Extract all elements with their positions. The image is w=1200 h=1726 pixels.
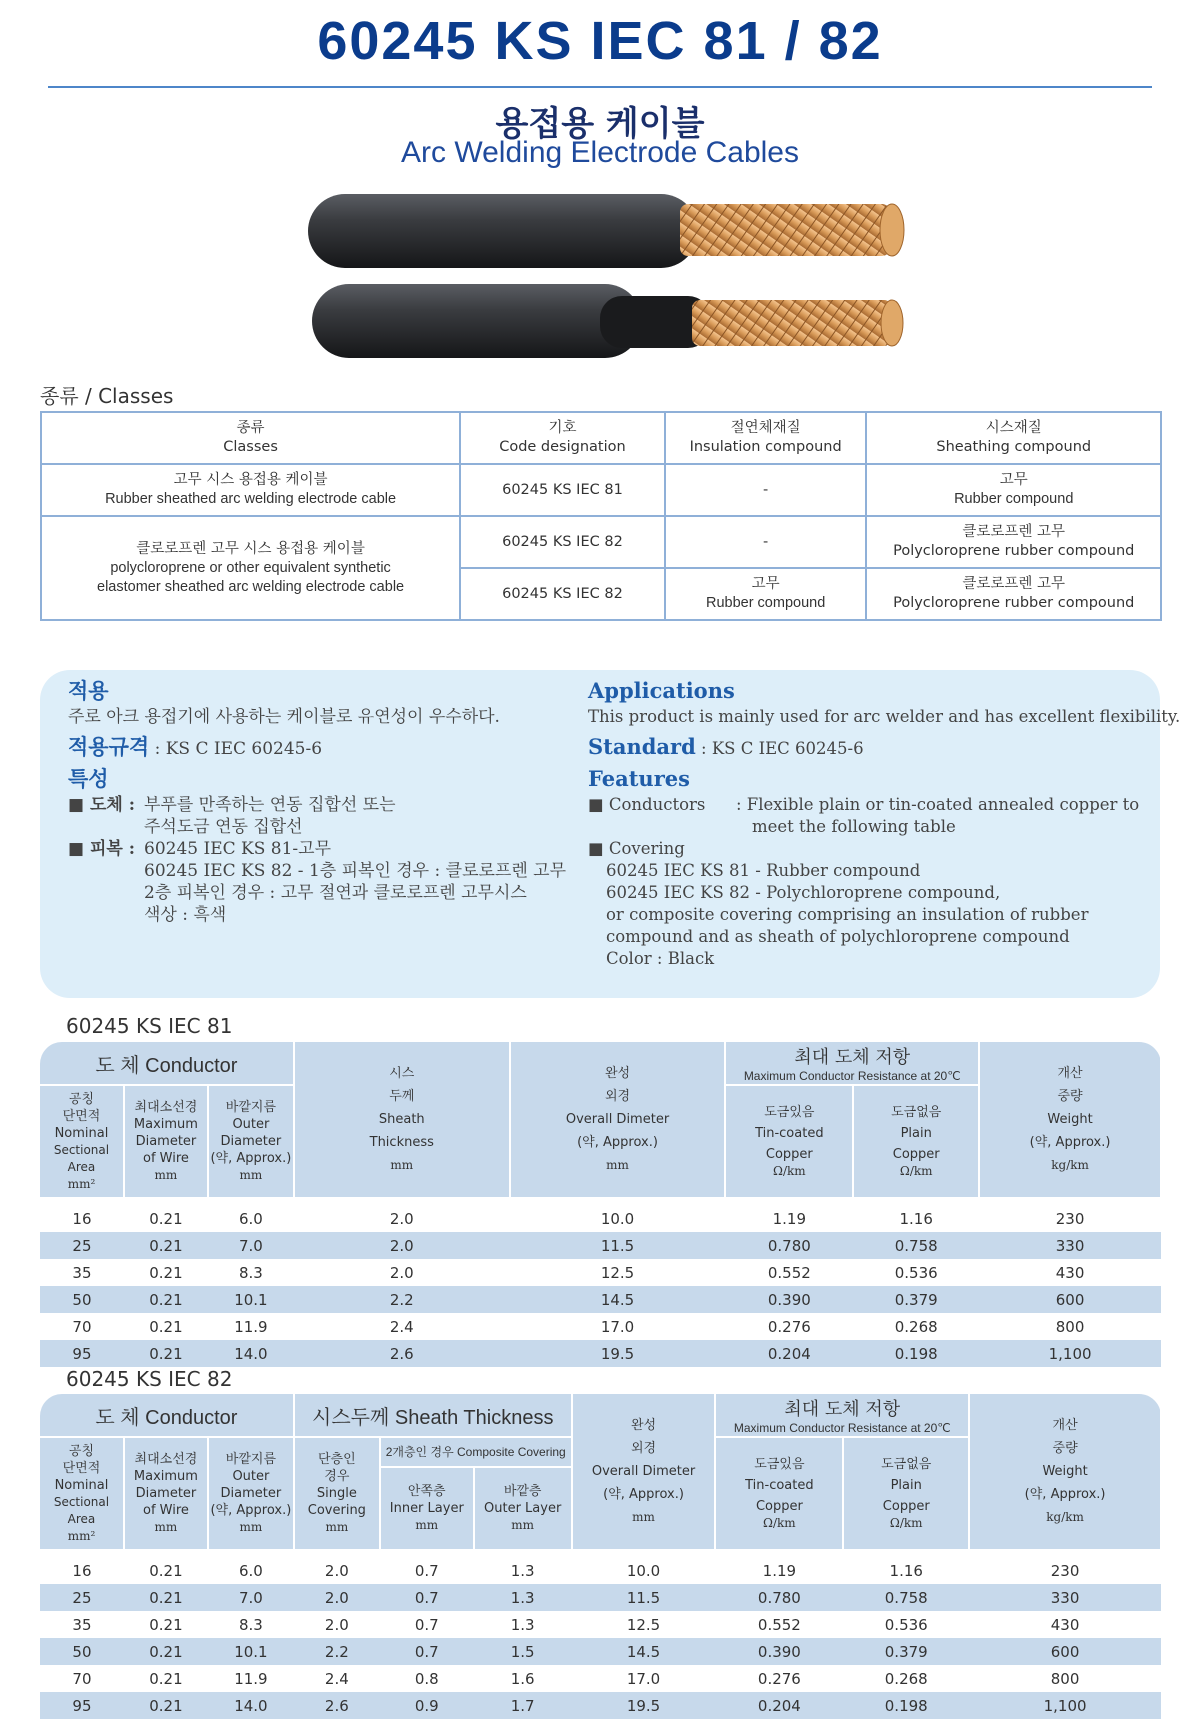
- sheath-cell: 클로로프렌 고무 Polycloroprene rubber compound: [866, 568, 1161, 620]
- table-cell: 2.0: [324, 1561, 349, 1580]
- table-cell: 800: [1050, 1669, 1080, 1688]
- table-cell: 0.758: [843, 1584, 969, 1611]
- applications-english: [588, 678, 1181, 970]
- table-cell: 2.0: [389, 1263, 414, 1282]
- outer-diameter-header: 바깥지름 Outer Diameter (약, Approx.) mm: [208, 1437, 294, 1549]
- table-cell: 0.552: [757, 1615, 801, 1634]
- ko-standard-heading: 적용규격: [68, 734, 150, 759]
- table82-label: 60245 KS IEC 82: [66, 1367, 233, 1391]
- table-cell: 0.21: [124, 1692, 208, 1719]
- tin-coated-header: 도금있음 Tin-coated Copper Ω/km: [715, 1437, 843, 1549]
- spec-table-82: [40, 1394, 1162, 1719]
- table-cell: 14.5: [510, 1286, 726, 1313]
- table-cell: 11.5: [572, 1584, 716, 1611]
- table-cell: 1.7: [474, 1692, 572, 1719]
- conductor-group-header: 도 체 Conductor: [40, 1394, 294, 1437]
- code-header: 기호 Code designation: [460, 412, 665, 464]
- table-cell: 0.7: [380, 1584, 474, 1611]
- table-cell: 1.5: [474, 1638, 572, 1665]
- table-cell: 2.0: [324, 1615, 349, 1634]
- table-cell: 8.3: [238, 1263, 263, 1282]
- cable-82-graphic: [312, 284, 903, 358]
- table-cell: 330: [979, 1232, 1161, 1259]
- table-cell: 230: [1050, 1561, 1080, 1580]
- spec-table-81: [40, 1042, 1162, 1367]
- table82-header-row: [40, 1394, 1161, 1437]
- table-cell: 12.5: [626, 1615, 661, 1634]
- table-cell: 330: [969, 1584, 1161, 1611]
- table-cell: 17.0: [600, 1317, 635, 1336]
- table-cell: 0.21: [149, 1615, 183, 1634]
- table-cell: 70: [72, 1669, 92, 1688]
- table-cell: 800: [1055, 1317, 1085, 1336]
- conductor-group-header: 도 체 Conductor: [40, 1042, 294, 1085]
- insulation-cell: 고무 Rubber compound: [665, 568, 867, 620]
- en-application-heading: Applications: [588, 678, 735, 703]
- outer-diameter-header: 바깥지름 Outer Diameter (약, Approx.) mm: [208, 1085, 294, 1197]
- ko-covering-label: ■ 피복 :: [68, 839, 136, 859]
- table-row: [40, 1286, 1161, 1313]
- sheath-thickness-group-header: 시스두께 Sheath Thickness: [294, 1394, 572, 1437]
- table-cell: 1.3: [510, 1561, 535, 1580]
- table-cell: 17.0: [626, 1669, 661, 1688]
- table-row: [40, 1313, 1161, 1340]
- en-covering-line: Color : Black: [606, 949, 715, 968]
- table-cell: 0.276: [757, 1669, 801, 1688]
- ko-features-heading: 특성: [68, 766, 109, 791]
- class-cell: 고무 시스 용접용 케이블 Rubber sheathed arc welding electrode cable: [41, 464, 460, 516]
- ko-application-text: 주로 아크 용접기에 사용하는 케이블로 유연성이 우수하다.: [68, 707, 500, 727]
- table-cell: 0.7: [380, 1638, 474, 1665]
- inner-layer-header: 안쪽층 Inner Layer mm: [380, 1467, 474, 1549]
- table-row: [40, 1692, 1161, 1719]
- table-cell: 25: [40, 1232, 124, 1259]
- table-row: [40, 1638, 1161, 1665]
- sheathing-header: 시스재질 Sheathing compound: [866, 412, 1161, 464]
- table-cell: 11.9: [234, 1317, 268, 1336]
- table-cell: 0.21: [149, 1209, 183, 1228]
- table-cell: 0.9: [380, 1692, 474, 1719]
- table-cell: 1.3: [510, 1615, 535, 1634]
- en-standard-heading: Standard: [588, 734, 696, 759]
- table-cell: 70: [72, 1317, 92, 1336]
- table-cell: 25: [40, 1584, 124, 1611]
- table-cell: 11.9: [234, 1669, 268, 1688]
- ko-covering-line: 60245 IEC KS 82 - 1층 피복인 경우 : 클로로프렌 고무: [144, 861, 567, 881]
- table-cell: 2.2: [294, 1638, 380, 1665]
- table-row: [40, 1232, 1161, 1259]
- ko-standard-text: : KS C IEC 60245-6: [154, 739, 323, 759]
- ko-application-heading: 적용: [68, 678, 109, 703]
- classes-header-row: [41, 412, 1161, 464]
- table-cell: 14.5: [572, 1638, 716, 1665]
- table-row: [40, 1584, 1161, 1611]
- table-cell: 0.268: [894, 1317, 938, 1336]
- table-cell: 95: [40, 1340, 124, 1367]
- table-cell: 1.19: [762, 1561, 797, 1580]
- table-cell: 7.0: [208, 1584, 294, 1611]
- ko-conductor-label: ■ 도체 :: [68, 795, 136, 815]
- table-cell: 0.198: [843, 1692, 969, 1719]
- table-cell: 10.1: [208, 1286, 294, 1313]
- en-conductor-line: meet the following table: [752, 817, 956, 836]
- table-cell: 8.3: [238, 1615, 263, 1634]
- table-cell: 2.6: [294, 1692, 380, 1719]
- table-cell: 600: [969, 1638, 1161, 1665]
- table-cell: 14.0: [208, 1340, 294, 1367]
- table-cell: 430: [1055, 1263, 1085, 1282]
- table-cell: 0.21: [124, 1286, 208, 1313]
- table-cell: 0.21: [124, 1232, 208, 1259]
- en-covering-label: ■ Covering: [588, 839, 685, 858]
- overall-diameter-header: 완성 외경 Overall Dimeter (약, Approx.) mm: [572, 1394, 716, 1549]
- table-cell: 0.21: [124, 1340, 208, 1367]
- table-cell: 50: [40, 1286, 124, 1313]
- table-cell: 230: [1055, 1209, 1085, 1228]
- applications-korean: [68, 680, 588, 926]
- table-cell: 0.379: [853, 1286, 979, 1313]
- table-cell: 2.6: [294, 1340, 510, 1367]
- sheath-cell: 고무 Rubber compound: [866, 464, 1161, 516]
- table-cell: 0.276: [767, 1317, 811, 1336]
- table-row: [40, 1340, 1161, 1367]
- table-row: [40, 1611, 1161, 1638]
- classes-row: [41, 464, 1161, 516]
- table-cell: 1.16: [889, 1561, 923, 1580]
- table-row: [40, 1205, 1161, 1232]
- table-cell: 0.780: [715, 1584, 843, 1611]
- table-cell: 1.16: [899, 1209, 933, 1228]
- table-cell: 430: [1050, 1615, 1080, 1634]
- code-cell: 60245 KS IEC 82: [460, 568, 665, 620]
- wire-diameter-header: 최대소선경 Maximum Diameter of Wire mm: [124, 1437, 208, 1549]
- table-cell: 35: [72, 1615, 92, 1634]
- table-cell: 0.780: [725, 1232, 853, 1259]
- table-row: [40, 1259, 1161, 1286]
- en-covering-line: 60245 IEC KS 81 - Rubber compound: [606, 861, 921, 880]
- table-cell: 0.21: [149, 1317, 183, 1336]
- code-cell: 60245 KS IEC 81: [460, 464, 665, 516]
- table-cell: 19.5: [510, 1340, 726, 1367]
- table-cell: 2.0: [294, 1584, 380, 1611]
- table-cell: 16: [72, 1209, 92, 1228]
- en-covering-line: or composite covering comprising an insulation of rubber: [606, 905, 1089, 924]
- table-cell: 0.8: [414, 1669, 439, 1688]
- table-cell: 0.379: [843, 1638, 969, 1665]
- table-cell: 0.390: [725, 1286, 853, 1313]
- table-cell: 95: [40, 1692, 124, 1719]
- table-cell: 14.0: [208, 1692, 294, 1719]
- table-cell: 2.4: [389, 1317, 414, 1336]
- table-cell: 0.21: [149, 1263, 183, 1282]
- table-cell: 1.19: [772, 1209, 807, 1228]
- table-cell: 600: [979, 1286, 1161, 1313]
- table81-header-row: [40, 1042, 1161, 1085]
- table-cell: 1.3: [474, 1584, 572, 1611]
- table-row: [40, 1557, 1161, 1584]
- insulation-header: 절연체재질 Insulation compound: [665, 412, 867, 464]
- wire-diameter-header: 최대소선경 Maximum Diameter of Wire mm: [124, 1085, 208, 1197]
- area-header: 공칭 단면적 Nominal Sectional Area mm²: [40, 1085, 124, 1197]
- overall-diameter-header: 완성 외경 Overall Dimeter (약, Approx.) mm: [510, 1042, 726, 1197]
- en-conductor-label: ■ Conductors: [588, 795, 706, 814]
- subtitle-korean: 용접용 케이블: [495, 104, 705, 144]
- table-cell: 0.204: [715, 1692, 843, 1719]
- tin-coated-header: 도금있음 Tin-coated Copper Ω/km: [725, 1085, 853, 1197]
- table-cell: 19.5: [572, 1692, 716, 1719]
- table-cell: 0.536: [894, 1263, 938, 1282]
- outer-layer-header: 바깥층 Outer Layer mm: [474, 1467, 572, 1549]
- table-cell: 0.7: [414, 1561, 439, 1580]
- table-cell: 12.5: [600, 1263, 635, 1282]
- table-cell: 0.552: [767, 1263, 811, 1282]
- en-conductor-line: : Flexible plain or tin-coated annealed copper to: [736, 795, 1140, 814]
- table-cell: 0.21: [124, 1638, 208, 1665]
- table-cell: 10.0: [626, 1561, 661, 1580]
- insulation-cell: -: [665, 516, 867, 568]
- ko-conductor-line: 주석도금 연동 집합선: [144, 817, 303, 837]
- table-cell: 2.0: [294, 1232, 510, 1259]
- table-cell: 2.4: [324, 1669, 349, 1688]
- table-cell: 0.21: [149, 1561, 183, 1580]
- table-cell: 0.21: [124, 1584, 208, 1611]
- title-divider: [48, 86, 1152, 88]
- resistance-group-header: 최대 도체 저항 Maximum Conductor Resistance at 20℃: [725, 1042, 979, 1085]
- en-application-text: This product is mainly used for arc welder and has excellent flexibility.: [588, 707, 1181, 726]
- table-cell: 10.1: [208, 1638, 294, 1665]
- table-cell: 11.5: [510, 1232, 726, 1259]
- table-cell: 0.204: [725, 1340, 853, 1367]
- code-cell: 60245 KS IEC 82: [460, 516, 665, 568]
- classes-row: [41, 516, 1161, 568]
- classes-section-label: 종류 / Classes: [40, 384, 174, 408]
- area-header: 공칭 단면적 Nominal Sectional Area mm²: [40, 1437, 124, 1549]
- en-features-heading: Features: [588, 766, 690, 791]
- table-cell: 2.2: [294, 1286, 510, 1313]
- table-cell: 1.6: [510, 1669, 535, 1688]
- ko-covering-line: 색상 : 흑색: [144, 905, 227, 925]
- table-cell: 1,100: [969, 1692, 1161, 1719]
- table-cell: 0.198: [853, 1340, 979, 1367]
- table-cell: 0.536: [884, 1615, 928, 1634]
- table-cell: 0.390: [715, 1638, 843, 1665]
- table-cell: 6.0: [238, 1561, 263, 1580]
- table-cell: 7.0: [208, 1232, 294, 1259]
- class-cell: 클로로프렌 고무 시스 용접용 케이블 polycloroprene or other equivalent synthetic elastomer sheathed arc welding electrode cable: [41, 516, 460, 620]
- weight-header: 개산 중량 Weight (약, Approx.) kg/km: [979, 1042, 1161, 1197]
- en-covering-line: compound and as sheath of polychloroprene compound: [606, 927, 1070, 946]
- ko-covering-line: 2층 피복인 경우 : 고무 절연과 클로로프렌 고무시스: [144, 883, 527, 903]
- table-cell: 35: [72, 1263, 92, 1282]
- en-standard-text: : KS C IEC 60245-6: [701, 739, 864, 758]
- page-title: 60245 KS IEC 81 / 82: [317, 11, 883, 71]
- applications-panel: [40, 670, 1181, 998]
- weight-header: 개산 중량 Weight (약, Approx.) kg/km: [969, 1394, 1161, 1549]
- table81-label: 60245 KS IEC 81: [66, 1014, 233, 1038]
- cable-81-graphic: [308, 194, 904, 268]
- en-covering-line: 60245 IEC KS 82 - Polychloroprene compound,: [606, 883, 1001, 902]
- resistance-group-header: 최대 도체 저항 Maximum Conductor Resistance at 20℃: [715, 1394, 969, 1437]
- classes-header: 종류 Classes: [41, 412, 460, 464]
- single-covering-header: 단층인 경우 Single Covering mm: [294, 1437, 380, 1549]
- table-cell: 1,100: [979, 1340, 1161, 1367]
- table-cell: 10.0: [600, 1209, 635, 1228]
- table-cell: 50: [40, 1638, 124, 1665]
- sheath-cell: 클로로프렌 고무 Polycloroprene rubber compound: [866, 516, 1161, 568]
- table-row: [40, 1665, 1161, 1692]
- classes-table: [40, 411, 1162, 621]
- cable-illustration: [300, 188, 910, 368]
- ko-covering-line: 60245 IEC KS 81-고무: [144, 839, 331, 859]
- insulation-cell: -: [665, 464, 867, 516]
- table-cell: 0.268: [884, 1669, 928, 1688]
- plain-copper-header: 도금없음 Plain Copper Ω/km: [853, 1085, 979, 1197]
- table-cell: 0.21: [149, 1669, 183, 1688]
- ko-conductor-line: 부푸를 만족하는 연동 집합선 또는: [144, 795, 396, 815]
- table-cell: 0.7: [414, 1615, 439, 1634]
- plain-copper-header: 도금없음 Plain Copper Ω/km: [843, 1437, 969, 1549]
- composite-covering-header: 2개층인 경우 Composite Covering: [380, 1437, 572, 1467]
- table-cell: 6.0: [238, 1209, 263, 1228]
- sheath-thickness-header: 시스 두께 Sheath Thickness mm: [294, 1042, 510, 1197]
- subtitle-english: Arc Welding Electrode Cables: [401, 136, 799, 169]
- table-cell: 2.0: [389, 1209, 414, 1228]
- table-cell: 16: [72, 1561, 92, 1580]
- table-cell: 0.758: [853, 1232, 979, 1259]
